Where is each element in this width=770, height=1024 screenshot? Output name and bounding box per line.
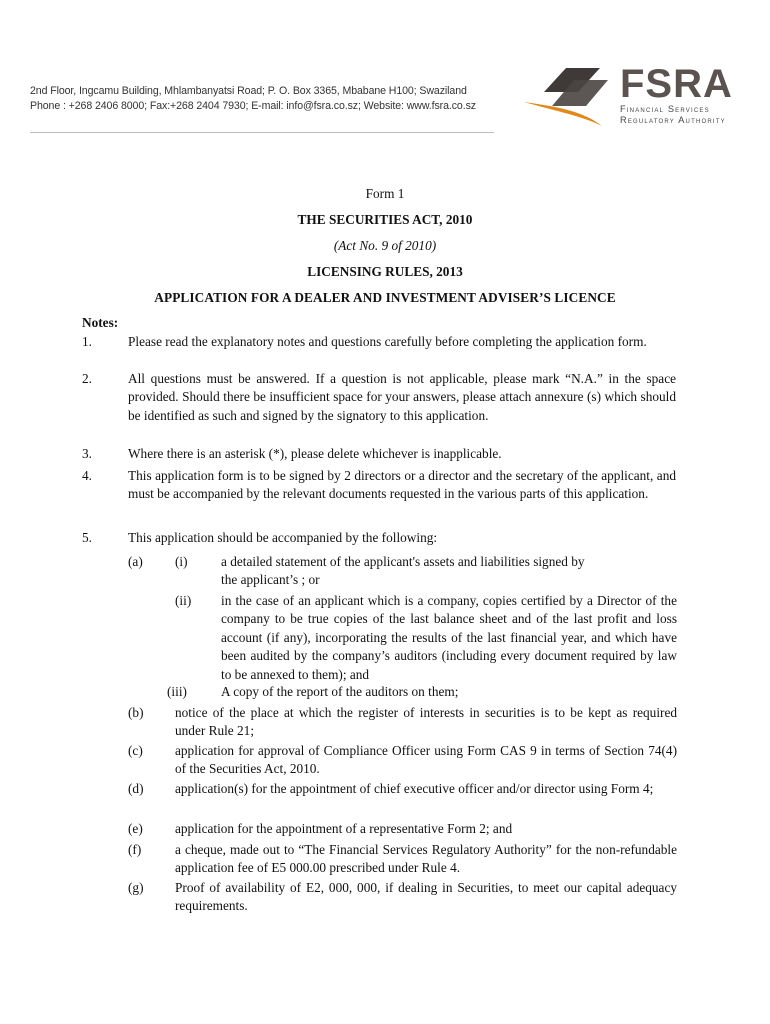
act-number: (Act No. 9 of 2010)	[333, 238, 437, 253]
address-block	[30, 84, 476, 114]
note-number: 4.	[82, 468, 92, 483]
sub-item-text: Proof of availability of E2, 000, 000, if dealing in Securities, to meet our capital adequacy requirements.	[175, 880, 677, 914]
act-title: THE SECURITIES ACT, 2010	[297, 212, 473, 227]
sub-item-text: application for approval of Compliance Officer using Form CAS 9 in terms of Section 74(4) of the Securities Act, 2010.	[175, 743, 677, 777]
note-number: 3.	[82, 446, 92, 461]
logo-subtitle-2: Regulatory Authority	[620, 115, 726, 125]
sub-item-label: (f)	[128, 842, 142, 857]
sub-sub-text: A copy of the report of the auditors on them;	[221, 684, 459, 699]
sub-sub-label: (ii)	[175, 593, 192, 608]
sub-item-text: application for the appointment of a representative Form 2; and	[175, 821, 513, 836]
logo-text	[620, 64, 733, 126]
logo-subtitle-1: Financial Services	[620, 104, 710, 114]
note-number: 1.	[82, 334, 92, 349]
note-text: Where there is an asterisk (*), please delete whichever is inapplicable.	[128, 446, 502, 461]
sub-sub-label: (iii)	[167, 684, 187, 699]
address-line: 2nd Floor, Ingcamu Building, Mhlambanyatsi Road; P. O. Box 3365, Mbabane H100; Swaziland	[30, 85, 467, 97]
note-number: 5.	[82, 530, 92, 545]
note-number: 2.	[82, 371, 92, 386]
note-text: This application should be accompanied by the following:	[128, 530, 438, 545]
sub-item-text: application(s) for the appointment of chief executive officer and/or director using Form 4;	[175, 781, 654, 796]
note-text: All questions must be answered. If a question is not applicable, please mark “N.A.” in the space provided. Should there be insufficient space for your answers, please attach annexure (s) which should be identified as such and signed by the signatory to this application.	[128, 371, 676, 423]
sub-sub-text: a detailed statement of the applicant's assets and liabilities signed by the applicant’s ; or	[221, 554, 585, 588]
sub-sub-text: in the case of an applicant which is a company, copies certified by a Director of the company to be true copies of the last balance sheet and of the last profit and loss account (if any), incorporating the results of the last financial year, and which have been audited by the company’s auditors (including every document required by law to be annexed to them); and	[221, 593, 677, 682]
letterhead	[0, 0, 770, 140]
sub-item-label: (d)	[128, 781, 144, 796]
sub-item-label: (c)	[128, 743, 143, 758]
contact-line: Phone : +268 2406 8000; Fax:+268 2404 7930; E-mail: info@fsra.co.sz; Website: www.fsra.co.sz	[30, 100, 476, 112]
sub-item-text: notice of the place at which the register of interests in securities is to be kept as required under Rule 21;	[175, 705, 677, 739]
header-divider	[30, 132, 494, 133]
sub-item-label: (g)	[128, 880, 144, 895]
logo-name: FSRA	[620, 62, 733, 106]
sub-item-text: a cheque, made out to “The Financial Services Regulatory Authority” for the non-refundable application fee of E5 000.00 prescribed under Rule 4.	[175, 842, 677, 876]
sub-item-label: (b)	[128, 705, 144, 720]
notes-heading: Notes:	[82, 315, 119, 330]
sub-item-label: (e)	[128, 821, 143, 836]
sub-sub-label: (i)	[175, 554, 188, 569]
sub-item-label: (a)	[128, 554, 143, 569]
form-number: Form 1	[365, 186, 405, 201]
application-title: APPLICATION FOR A DEALER AND INVESTMENT ADVISER’S LICENCE	[154, 290, 616, 305]
note-text: This application form is to be signed by 2 directors or a director and the secretary of the applicant, and must be accompanied by the relevant documents requested in the various parts of this application.	[128, 468, 676, 502]
rules-title: LICENSING RULES, 2013	[307, 264, 463, 279]
note-text: Please read the explanatory notes and questions carefully before completing the application form.	[128, 334, 647, 349]
